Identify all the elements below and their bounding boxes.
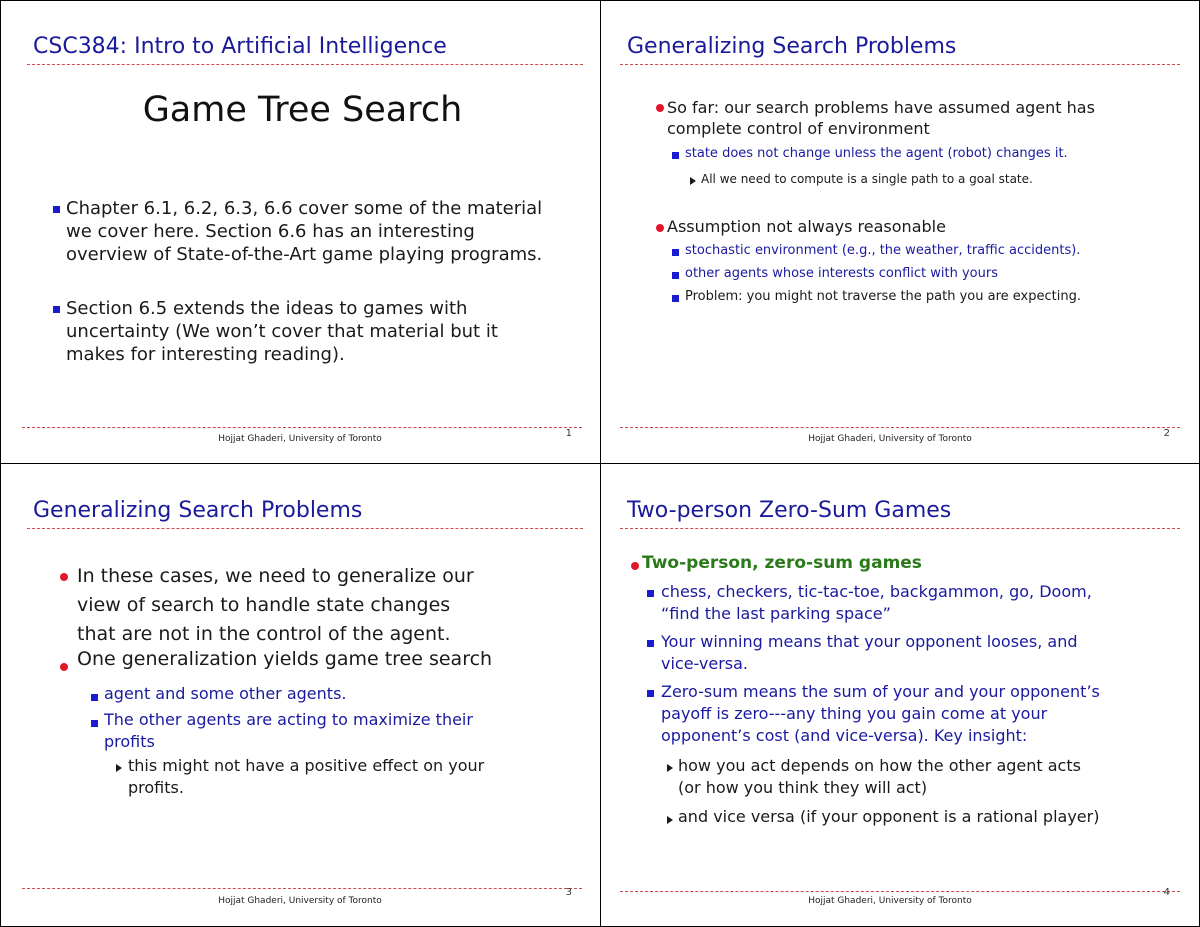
slide-footer: Hojjat Ghaderi, University of Toronto (808, 896, 972, 906)
slide-heading: Game Tree Search (142, 90, 463, 130)
sub-bullet-text: stochastic environment (e.g., the weather, traffic accidents). (685, 243, 1081, 258)
slide-title: Two-person Zero-Sum Games (627, 498, 952, 523)
sub-sub-bullet-text: and vice versa (if your opponent is a rational player) (678, 807, 1100, 826)
slide-title: Generalizing Search Problems (33, 498, 363, 523)
text-line: Chapter 6.1, 6.2, 6.3, 6.6 cover some of the material (66, 198, 543, 219)
text-line: The other agents are acting to maximize their (104, 710, 473, 729)
slide-title: Generalizing Search Problems (627, 34, 957, 59)
sub-sub-bullet-text: All we need to compute is a single path to a goal state. (701, 172, 1033, 186)
slide-footer: Hojjat Ghaderi, University of Toronto (218, 896, 382, 906)
text-line: makes for interesting reading). (66, 344, 345, 365)
slide-footer: Hojjat Ghaderi, University of Toronto (218, 434, 382, 444)
text-line: how you act depends on how the other agent acts (678, 756, 1081, 775)
text-line: payoff is zero---any thing you gain come at your (661, 704, 1048, 723)
text-line: this might not have a positive effect on your (128, 756, 485, 775)
slide-title: CSC384: Intro to Artificial Intelligence (33, 34, 447, 59)
bullet-text: Two-person, zero-sum games (642, 553, 922, 573)
text-line: uncertainty (We won’t cover that material but it (66, 321, 498, 342)
text-line: opponent’s cost (and vice-versa). Key insight: (661, 726, 1028, 745)
text-line: Zero-sum means the sum of your and your opponent’s (661, 682, 1100, 701)
text-line: we cover here. Section 6.6 has an interesting (66, 221, 475, 242)
page-number: 3 (565, 887, 572, 898)
page-number: 2 (1163, 428, 1170, 439)
text-line: So far: our search problems have assumed agent has (667, 98, 1095, 117)
text-line: complete control of environment (667, 119, 930, 138)
text-line: overview of State-of-the-Art game playing programs. (66, 244, 543, 265)
sub-bullet-text: Problem: you might not traverse the path you are expecting. (685, 289, 1081, 304)
bullet-text: Assumption not always reasonable (667, 217, 946, 236)
text-line: “find the last parking space” (661, 604, 891, 623)
text-line: Section 6.5 extends the ideas to games with (66, 298, 468, 319)
text-line: profits. (128, 778, 184, 797)
page-number: 4 (1163, 887, 1170, 898)
text-line: (or how you think they will act) (678, 778, 928, 797)
text-line: In these cases, we need to generalize our (77, 565, 474, 587)
bullet-text: One generalization yields game tree search (77, 648, 493, 670)
text-line: chess, checkers, tic-tac-toe, backgammon, go, Doom, (661, 582, 1092, 601)
sub-bullet-text: other agents whose interests conflict with yours (685, 266, 998, 281)
page-number: 1 (565, 428, 572, 439)
text-line: profits (104, 732, 155, 751)
sub-bullet-text: state does not change unless the agent (robot) changes it. (685, 146, 1068, 161)
text-line: view of search to handle state changes (77, 594, 451, 616)
slide-footer: Hojjat Ghaderi, University of Toronto (808, 434, 972, 444)
text-line: Your winning means that your opponent looses, and (661, 632, 1078, 651)
text-line: vice-versa. (661, 654, 749, 673)
text-line: that are not in the control of the agent. (77, 623, 451, 645)
sub-bullet-text: agent and some other agents. (104, 684, 347, 703)
